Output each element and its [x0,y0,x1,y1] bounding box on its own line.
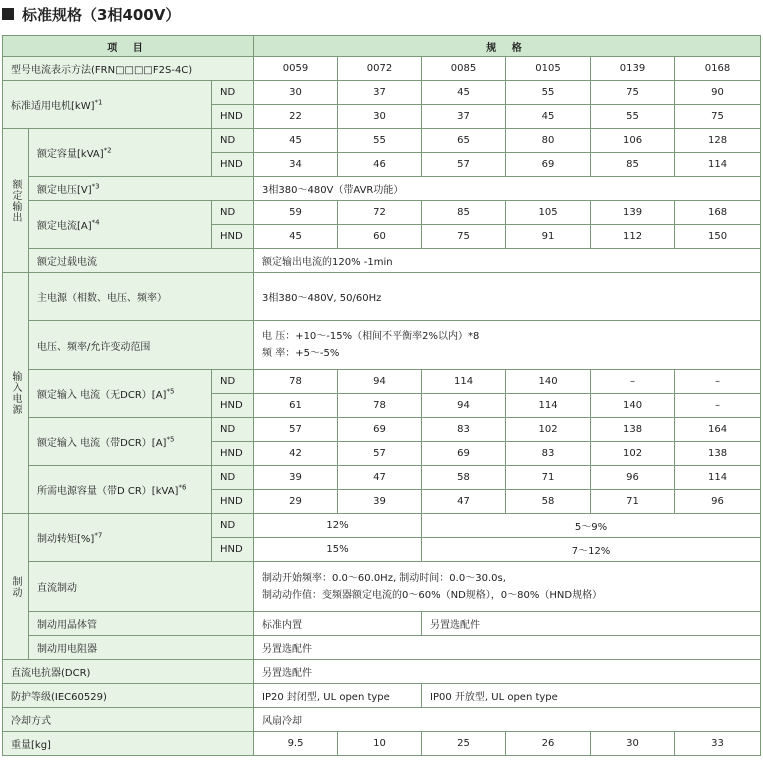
capacity-nd: 80 [506,129,591,153]
main-power-value: 3相380～480V, 50/60Hz [254,273,761,321]
current-hnd: 91 [506,225,591,249]
current-hnd: 45 [254,225,338,249]
hnd-label: HND [212,394,254,418]
dcr-label: 直流电抗器(DCR) [3,660,254,684]
nd-label: ND [212,370,254,394]
with-dcr-nd: 138 [591,418,675,442]
power-capacity-nd: 71 [506,466,591,490]
model-cell: 0072 [338,57,422,81]
model-cell: 0059 [254,57,338,81]
motor-nd: 75 [591,81,675,105]
no-dcr-hnd: 78 [338,394,422,418]
power-capacity-hnd: 58 [506,490,591,514]
no-dcr-nd: – [675,370,761,394]
current-hnd: 75 [422,225,506,249]
model-cell: 0139 [591,57,675,81]
motor-nd: 30 [254,81,338,105]
with-dcr-nd: 69 [338,418,422,442]
with-dcr-hnd: 83 [506,442,591,466]
current-nd: 139 [591,201,675,225]
no-dcr-hnd: 114 [506,394,591,418]
no-dcr-nd: 140 [506,370,591,394]
header-spec: 规 格 [254,36,761,57]
main-power-label: 主电源（相数、电压、频率） [29,273,254,321]
overload-value: 额定输出电流的120% -1min [254,249,761,273]
resistor-value: 另置选配件 [254,636,761,660]
weight-cell: 25 [422,732,506,756]
motor-nd: 55 [506,81,591,105]
hnd-label: HND [212,105,254,129]
cooling-value: 风扇冷却 [254,708,761,732]
overload-label: 额定过载电流 [29,249,254,273]
hnd-label: HND [212,225,254,249]
weight-cell: 10 [338,732,422,756]
current-nd: 85 [422,201,506,225]
current-hnd: 60 [338,225,422,249]
dc-brake-value: 制动开始频率：0.0～60.0Hz, 制动时间：0.0～30.0s, 制动动作值：变频器额定电流的0～60%（ND规格），0～80%（HND规格） [254,562,761,612]
no-dcr-hnd: 140 [591,394,675,418]
capacity-hnd: 34 [254,153,338,177]
capacity-nd: 128 [675,129,761,153]
protection-b: IP00 开放型, UL open type [422,684,761,708]
title-square-icon [2,8,14,20]
dcr-value: 另置选配件 [254,660,761,684]
motor-hnd: 30 [338,105,422,129]
model-label: 型号电流表示方法(FRN□□□□F2S-4C) [3,57,254,81]
power-capacity-nd: 58 [422,466,506,490]
resistor-label: 制动用电阻器 [29,636,254,660]
torque-hnd-b: 7～12% [422,538,761,562]
capacity-hnd: 69 [506,153,591,177]
with-dcr-nd: 102 [506,418,591,442]
motor-nd: 37 [338,81,422,105]
capacity-nd: 106 [591,129,675,153]
capacity-hnd: 57 [422,153,506,177]
no-dcr-hnd: – [675,394,761,418]
group-rated-output: 额定输出 [3,129,29,273]
with-dcr-hnd: 69 [422,442,506,466]
with-dcr-hnd: 102 [591,442,675,466]
nd-label: ND [212,514,254,538]
with-dcr-nd: 83 [422,418,506,442]
range-label: 电压、频率/允许变动范围 [29,321,254,370]
nd-label: ND [212,81,254,105]
power-capacity-nd: 39 [254,466,338,490]
torque-nd-b: 5～9% [422,514,761,538]
header-item: 项 目 [3,36,254,57]
torque-nd-a: 12% [254,514,422,538]
motor-nd: 45 [422,81,506,105]
motor-hnd: 45 [506,105,591,129]
with-dcr-nd: 57 [254,418,338,442]
no-dcr-nd: 94 [338,370,422,394]
no-dcr-nd: – [591,370,675,394]
power-capacity-hnd: 39 [338,490,422,514]
motor-label: 标准适用电机[kW]$^{*1}$ [3,81,212,129]
protection-label: 防护等级(IEC60529) [3,684,254,708]
no-dcr-nd: 78 [254,370,338,394]
power-capacity-nd: 47 [338,466,422,490]
weight-cell: 9.5 [254,732,338,756]
nd-label: ND [212,201,254,225]
power-capacity-nd: 114 [675,466,761,490]
motor-hnd: 22 [254,105,338,129]
transistor-a: 标准内置 [254,612,422,636]
protection-a: IP20 封闭型, UL open type [254,684,422,708]
dc-brake-label: 直流制动 [29,562,254,612]
with-dcr-hnd: 57 [338,442,422,466]
nd-label: ND [212,129,254,153]
model-cell: 0168 [675,57,761,81]
group-braking: 制动 [3,514,29,660]
with-dcr-label: 额定输入 电流（带$DCR)[A]^{*5}$ [29,418,212,466]
motor-hnd: 75 [675,105,761,129]
current-hnd: 112 [591,225,675,249]
current-nd: 72 [338,201,422,225]
no-dcr-hnd: 94 [422,394,506,418]
current-label: 额定电流$[A]^{*4}$ [29,201,212,249]
torque-label: 制动转矩[%]$^{*7}$ [29,514,212,562]
power-capacity-label: 所需电源容量（带D CR）[kVA]$^{*6}$ [29,466,212,514]
page-title [2,3,180,25]
capacity-nd: 65 [422,129,506,153]
model-cell: 0105 [506,57,591,81]
no-dcr-label: 额定输入 电流（无$DCR)[A]^{*5}$ [29,370,212,418]
weight-cell: 26 [506,732,591,756]
transistor-b: 另置选配件 [422,612,761,636]
nd-label: ND [212,418,254,442]
model-cell: 0085 [422,57,506,81]
with-dcr-hnd: 138 [675,442,761,466]
capacity-hnd: 46 [338,153,422,177]
capacity-label: 额定容量[kVA]$^{*2}$ [29,129,212,177]
nd-label: ND [212,466,254,490]
power-capacity-hnd: 96 [675,490,761,514]
range-value: 电 压：+10～-15%（相间不平衡率2%以内）*8 频 率：+5～-5% [254,321,761,370]
power-capacity-nd: 96 [591,466,675,490]
current-hnd: 150 [675,225,761,249]
hnd-label: HND [212,153,254,177]
power-capacity-hnd: 47 [422,490,506,514]
weight-label: 重量[kg] [3,732,254,756]
capacity-nd: 55 [338,129,422,153]
spec-table [2,35,761,756]
voltage-value: 3相380～480V（带AVR功能） [254,177,761,201]
with-dcr-hnd: 42 [254,442,338,466]
weight-cell: 30 [591,732,675,756]
voltage-label: 额定电压$[V]^{*3}$ [29,177,254,201]
weight-cell: 33 [675,732,761,756]
hnd-label: HND [212,442,254,466]
hnd-label: HND [212,490,254,514]
power-capacity-hnd: 29 [254,490,338,514]
title-text: 标准规格（3相400V） [22,5,181,24]
motor-hnd: 37 [422,105,506,129]
current-nd: 168 [675,201,761,225]
with-dcr-nd: 164 [675,418,761,442]
capacity-nd: 45 [254,129,338,153]
power-capacity-hnd: 71 [591,490,675,514]
current-nd: 59 [254,201,338,225]
cooling-label: 冷却方式 [3,708,254,732]
current-nd: 105 [506,201,591,225]
motor-hnd: 55 [591,105,675,129]
transistor-label: 制动用晶体管 [29,612,254,636]
torque-hnd-a: 15% [254,538,422,562]
hnd-label: HND [212,538,254,562]
no-dcr-hnd: 61 [254,394,338,418]
capacity-hnd: 85 [591,153,675,177]
capacity-hnd: 114 [675,153,761,177]
group-input-power: 输入电源 [3,273,29,514]
no-dcr-nd: 114 [422,370,506,394]
motor-nd: 90 [675,81,761,105]
